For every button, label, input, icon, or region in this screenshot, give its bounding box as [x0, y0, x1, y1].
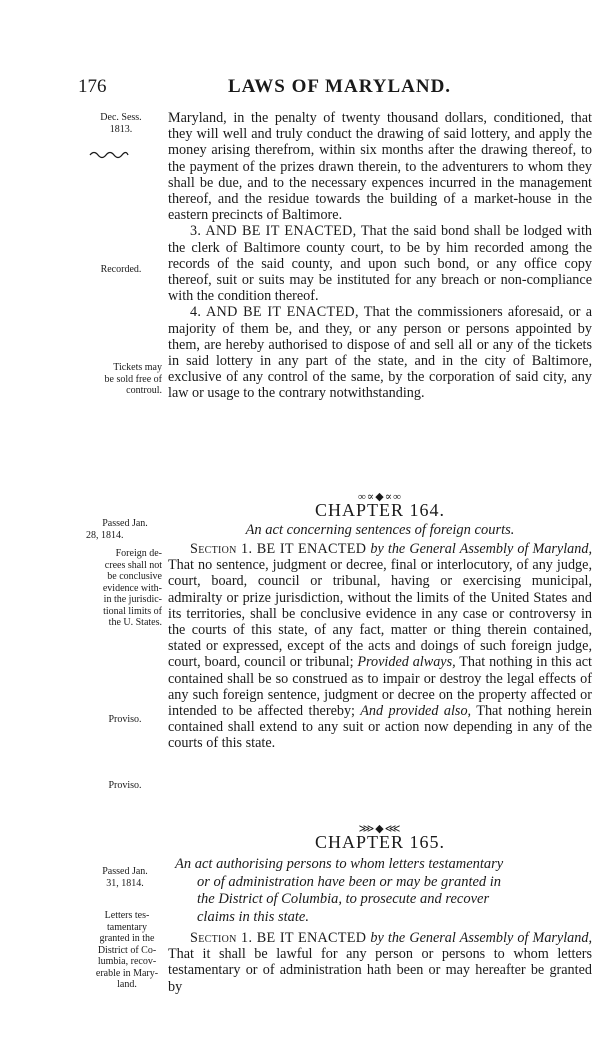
section-lead: Section 1. BE IT ENACTED	[190, 930, 367, 946]
chapter-165-section-1	[168, 930, 592, 995]
proviso-clause: And provided also,	[355, 703, 472, 720]
section-text: That the commissioners aforesaid, or a majority of them be, and they, or any person or persons appointed by them, are hereby authorised to dispose of and sell all or any of the tickets in said lottery in any part of the state, and in the city of Baltimore, exclusive of any control of the same, by the corporation of said city, any law or usage to the contrary notwithstanding.	[168, 304, 592, 402]
chapter-164-section-1	[168, 541, 592, 752]
margin-recorded: Recorded.	[100, 264, 142, 275]
passed-date-line: 28, 1814.	[86, 529, 124, 541]
section-text: That nothing in this act contained shall be so construed as to impair or destroy the legal effects of any such foreign sentence, judgment or decree on the property affected or intended to be affected thereby;	[168, 654, 592, 720]
margin-foreign-decrees	[80, 548, 162, 629]
chapter-165-ornament: ⋙◆⋘	[358, 823, 402, 835]
letters-note-line: tamentary	[107, 921, 147, 933]
margin-tickets	[80, 362, 162, 397]
paragraph-section-4	[168, 304, 592, 401]
foreign-note-line: crees shall not	[104, 559, 162, 571]
chapter-164-ornament: ∞∝◆∝∞	[357, 491, 403, 503]
flourish-ornament	[88, 150, 130, 160]
foreign-note-line: the U. States.	[108, 617, 162, 628]
margin-passed-164	[84, 518, 166, 541]
page-number: 176	[78, 76, 107, 97]
letters-note-line: land.	[117, 979, 137, 990]
chapter-164-heading: CHAPTER 164.	[314, 500, 445, 520]
title-line: An act authorising persons to whom letters testamentary	[175, 856, 504, 872]
paragraph-bond: Maryland, in the penalty of twenty thousand dollars, conditioned, that they will well and truly conduct the drawing of said lottery, and apply the money arising therefrom, within six months after the drawing thereof, to the payment of the prizes drawn therein, to the adventurers to whom they shall be due, and to the necessary expences incurred in the management thereof, and the residue towards the building of a market-house in the eastern precincts of Baltimore.	[168, 110, 592, 224]
title-line: the District of Columbia, to prosecute and recover	[197, 891, 490, 907]
letters-note-line: District of Co-	[97, 944, 157, 956]
passed-date-line: Passed Jan.	[102, 518, 148, 529]
continuing-text	[168, 110, 592, 402]
passed-date-line: 31, 1814.	[106, 877, 144, 889]
tickets-note-line: Tickets may	[113, 362, 162, 373]
proviso-clause: Provided always,	[353, 654, 456, 671]
chapter-165-title	[175, 856, 592, 926]
session-note: Dec. Sess.	[100, 112, 142, 123]
letters-note-line: erable in Mary-	[95, 967, 159, 979]
tickets-note-line: controul.	[126, 385, 162, 396]
letters-note-line: granted in the	[99, 933, 155, 944]
tickets-note-line: be sold free of	[104, 373, 162, 385]
letters-note-line: Letters tes-	[104, 910, 150, 921]
section-text: That it shall be lawful for any person or persons to whom letters testamentary or of administration hath been or may hereafter be granted by	[168, 946, 592, 995]
margin-session	[86, 112, 156, 135]
foreign-note-line: evidence with-	[102, 582, 162, 594]
foreign-note-line: in the jurisdic-	[103, 594, 162, 605]
margin-proviso-1: Proviso.	[108, 714, 142, 725]
enacting-clause: by the General Assembly of Maryland,	[366, 541, 592, 557]
section-lead: 3. AND BE IT ENACTED,	[190, 223, 357, 240]
foreign-note-line: tional limits of	[103, 605, 162, 617]
session-year: 1813.	[109, 123, 133, 135]
foreign-note-line: be conclusive	[107, 571, 162, 582]
section-lead: 4. AND BE IT ENACTED,	[190, 304, 359, 321]
running-head	[0, 76, 600, 100]
paragraph-section-3	[168, 223, 592, 304]
section-text: That nothing herein contained shall extend to any suit or action now depending in any of the courts of this state.	[168, 703, 593, 752]
chapter-165-heading: CHAPTER 165.	[314, 832, 445, 852]
passed-date-line: Passed Jan.	[102, 866, 148, 877]
chapter-164-title: An act concerning sentences of foreign courts.	[245, 522, 515, 538]
margin-passed-165	[84, 866, 166, 889]
margin-proviso-2: Proviso.	[108, 780, 142, 791]
chapter-164-body	[168, 541, 592, 752]
section-text: That no sentence, judgment or decree, final or interlocutory, of any judge, court, board, council or tribunal, having or exercising municipal, admiralty or prize jurisdiction, without the limits of the United States and its territories, shall be conclusive evidence in any case or controversy in the courts of this state, of any fact, matter or thing therein contained, stated or expressed, except of the acts and doings of such foreign judge, court, board, council or tribunal;	[168, 557, 592, 671]
foreign-note-line: Foreign de-	[115, 548, 162, 559]
enacting-clause: by the General Assembly of Maryland,	[366, 930, 592, 946]
section-lead: Section 1. BE IT ENACTED	[190, 541, 367, 557]
title-line: claims in this state.	[197, 908, 309, 925]
letters-note-line: lumbia, recov-	[97, 956, 157, 967]
margin-letters-testamentary	[84, 910, 170, 991]
running-title: LAWS OF MARYLAND.	[228, 76, 452, 97]
section-text: That the said bond shall be lodged with the clerk of Baltimore county court, to be by him recorded among the records of the said county, and upon such bond, or any office copy thereof, suit or suits may be instituted for any breach or non-compliance with the condition thereof.	[168, 223, 593, 305]
chapter-165-body	[168, 930, 592, 995]
title-line: or of administration have been or may be granted in	[197, 873, 502, 890]
